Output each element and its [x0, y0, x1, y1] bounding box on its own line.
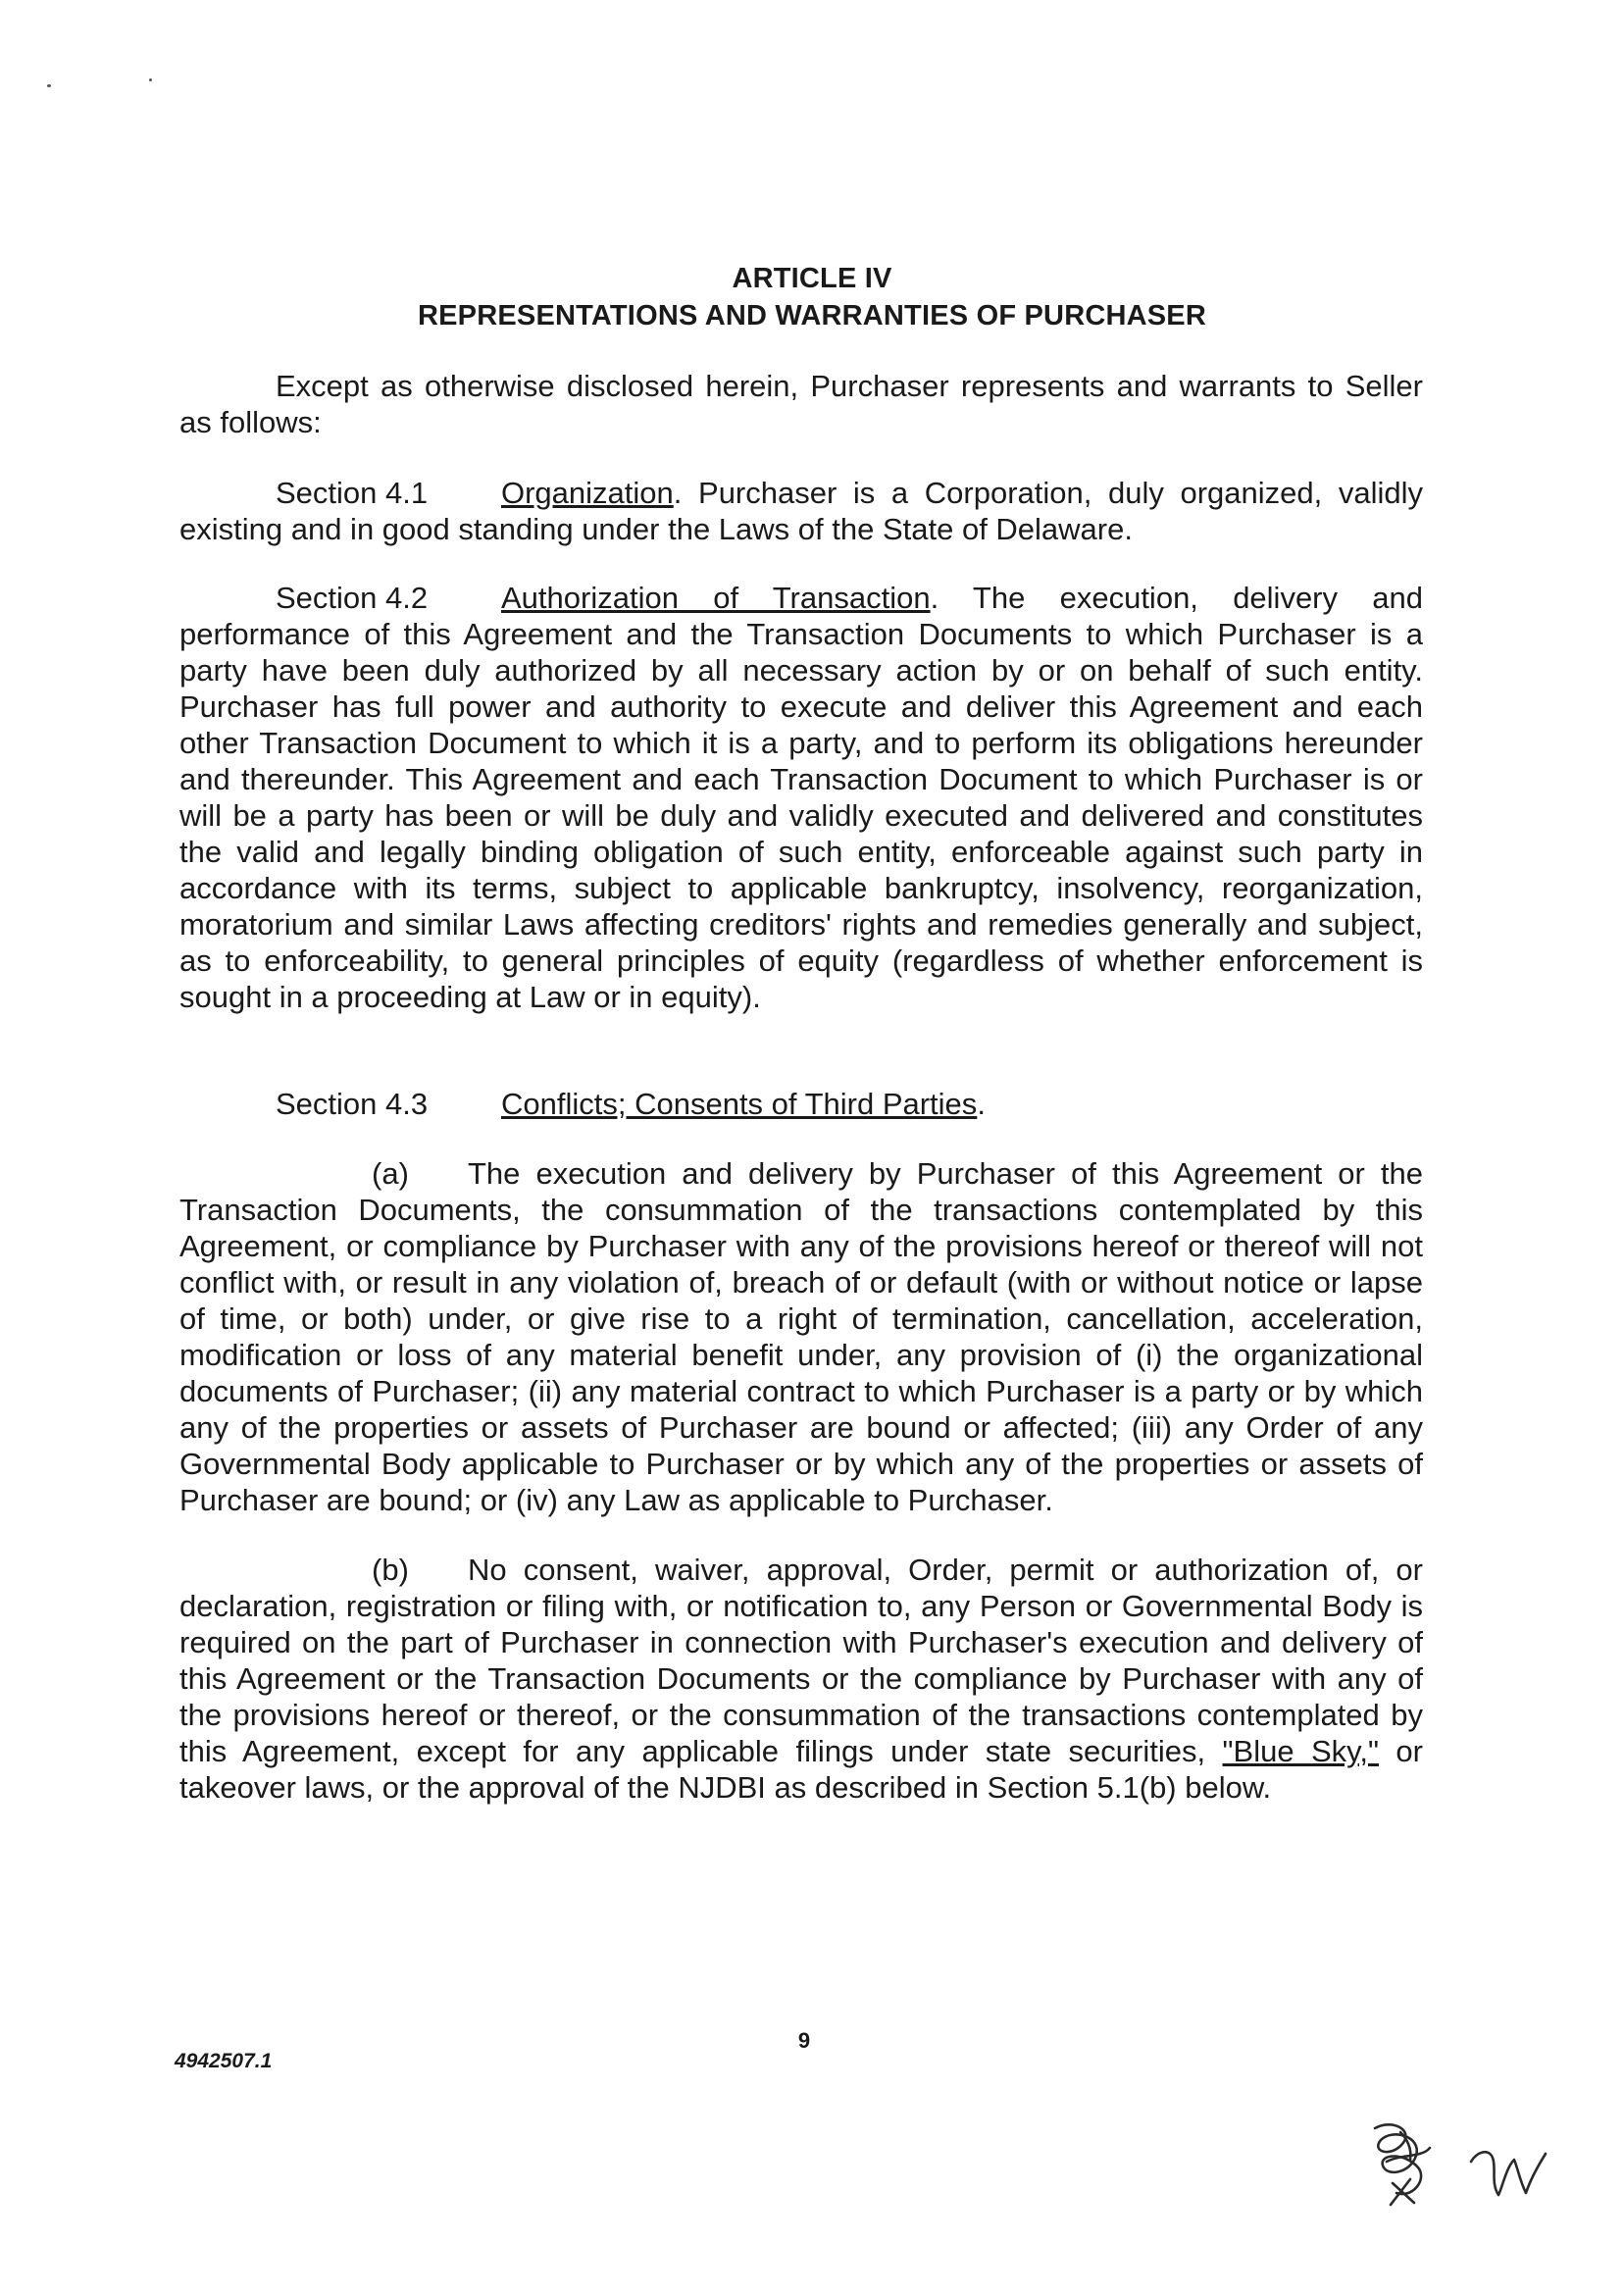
page-number: 9 — [797, 2028, 811, 2053]
section-heading: Organization — [501, 476, 674, 510]
section-number: Section 4.3 — [276, 1087, 429, 1121]
subsection-label: (a) — [372, 1156, 409, 1191]
blue-sky-term: "Blue Sky," — [1222, 1734, 1379, 1768]
scan-speck — [47, 84, 51, 87]
section-text: . Purchaser is a Corporation, duly organized, validly existing and in good standing under the Laws of the State of Delaware. — [179, 476, 1423, 546]
section-text: . — [977, 1087, 986, 1121]
section-4-1 — [179, 475, 1423, 547]
subsection-text: The execution and delivery by Purchaser of this Agreement or the Transaction Documents, the consummation of the transactions contemplated by this Agreement, or compliance by Purchaser with any of the provisions hereof or thereof will not conflict with, or result in any violation of, breach of or default (with or without notice or lapse of time, or both) under, or give rise to a right of termination, cancellation, acceleration, modification or loss of any material benefit under, any provision of (i) the organizational documents of Purchaser; (ii) any material contract to which Purchaser is a party or by which any of the properties or assets of Purchaser are bound or affected; (iii) any Order of any Governmental Body applicable to Purchaser or by which any of the properties or assets of Purchaser are bound; or (iv) any Law as applicable to Purchaser. — [179, 1156, 1423, 1517]
intro-paragraph — [179, 368, 1423, 440]
document-id: 4942507.1 — [175, 2050, 273, 2072]
article-title: REPRESENTATIONS AND WARRANTIES OF PURCHASER — [418, 300, 1206, 331]
section-4-2 — [179, 580, 1423, 1015]
subsection-text-after: or takeover laws, or the approval of the NJDBI as described in Section 5.1(b) below. — [179, 1734, 1423, 1805]
subsection-a — [179, 1155, 1423, 1518]
section-number: Section 4.1 — [276, 476, 429, 510]
section-text: . The execution, delivery and performance of this Agreement and the Transaction Documents to which Purchaser is a party have been duly authorized by all necessary action by or on behalf of such entity. Purchaser has full power and authority to execute and deliver this Agreement and each other Transaction Document to which it is a party, and to perform its obligations hereunder and thereunder. This Agreement and each Transaction Document to which Purchaser is or will be a party has been or will be duly and validly executed and delivered and constitutes the valid and legally binding obligation of such entity, enforceable against such party in accordance with its terms, subject to applicable bankruptcy, insolvency, reorganization, moratorium and similar Laws affecting creditors' rights and remedies generally and subject, as to enforceability, to general principles of equity (regardless of whether enforcement is sought in a proceeding at Law or in equity). — [179, 581, 1423, 1014]
scan-speck — [149, 78, 152, 81]
subsection-b — [179, 1552, 1423, 1806]
section-4-3 — [179, 1086, 1423, 1122]
section-number: Section 4.2 — [276, 581, 429, 615]
article-number: ARTICLE IV — [732, 263, 892, 294]
section-heading: Authorization of Transaction — [501, 581, 931, 615]
section-heading: Conflicts; Consents of Third Parties — [501, 1087, 978, 1121]
subsection-text: No consent, waiver, approval, Order, permit or authorization of, or declaration, registration or filing with, or notification to, any Person or Governmental Body is required on the part of Purchaser in connection with Purchaser's execution and delivery of this Agreement or the Transaction Documents or the compliance by Purchaser with any of the provisions hereof or thereof, or the consummation of the transactions contemplated by this Agreement, except for any applicable filings under state securities, — [179, 1553, 1423, 1768]
intro-text: Except as otherwise disclosed herein, Purchaser represents and warrants to Seller as follows: — [179, 369, 1423, 439]
subsection-label: (b) — [372, 1553, 409, 1587]
handwritten-initials — [1353, 2109, 1569, 2217]
